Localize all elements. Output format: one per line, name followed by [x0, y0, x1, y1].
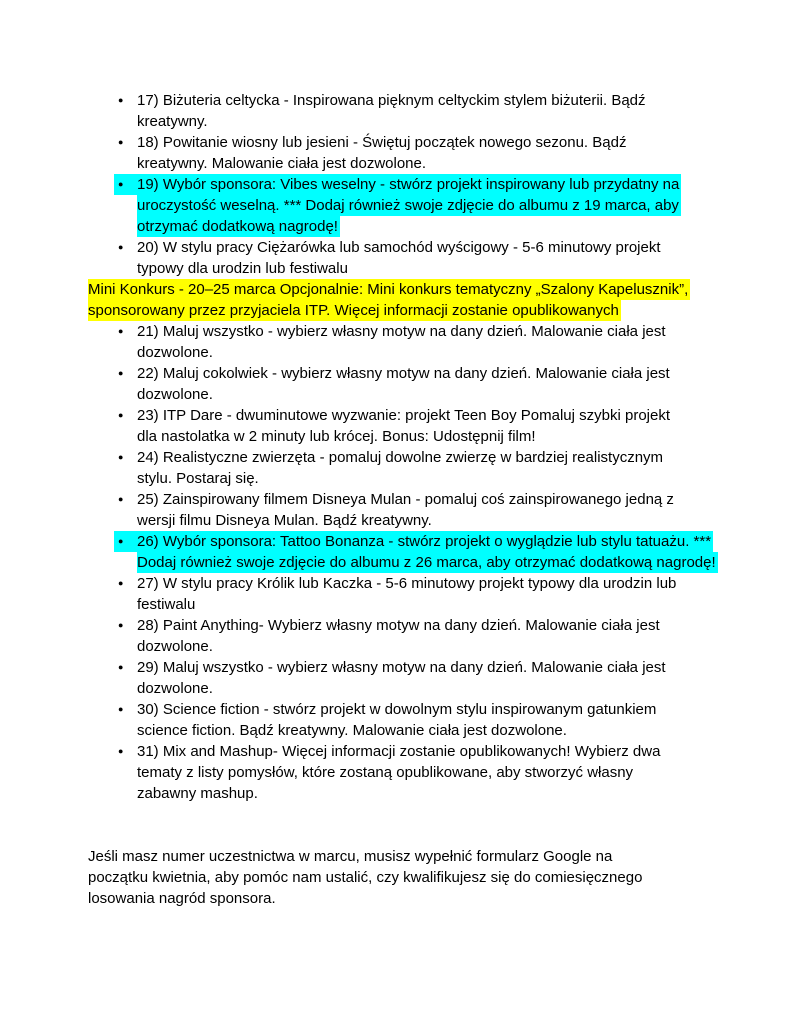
text-line [137, 384, 791, 405]
body-text: wersji filmu Disneya Mulan. Bądź kreatywny. [137, 512, 432, 529]
text-line [118, 174, 791, 195]
body-text: 21) Maluj wszystko - wybierz własny motyw na dany dzień. Malowanie ciała jest [137, 323, 666, 340]
body-text: 18) Powitanie wiosny lub jesieni - Świętuj początek nowego sezonu. Bądź [137, 134, 627, 151]
text-line [137, 783, 791, 804]
highlighted-text: Dodaj również swoje zdjęcie do albumu z 26 marca, aby otrzymać dodatkową nagrodę! [137, 554, 716, 571]
body-text: 22) Maluj cokolwiek - wybierz własny motyw na dany dzień. Malowanie ciała jest [137, 365, 670, 382]
body-text: 24) Realistyczne zwierzęta - pomaluj dowolne zwierzę w bardziej realistycznym [137, 449, 664, 466]
text-line [88, 846, 791, 867]
text-line [137, 678, 791, 699]
text-line [118, 321, 791, 342]
text-line [137, 153, 791, 174]
body-text: 31) Mix and Mashup- Więcej informacji zostanie opublikowanych! Wybierz dwa [137, 743, 661, 760]
text-line [137, 111, 791, 132]
body-text: dozwolone. [137, 638, 213, 655]
mini-konkurs-note [88, 279, 791, 321]
body-text: 29) Maluj wszystko - wybierz własny motyw na dany dzień. Malowanie ciała jest [137, 659, 666, 676]
text-line [118, 657, 791, 678]
document-content [88, 90, 791, 909]
text-line [88, 888, 791, 909]
highlighted-text: Mini Konkurs - 20–25 marca Opcjonalnie: Mini konkurs tematyczny „Szalony Kapelusznik”, [88, 281, 689, 298]
list-item-30-science-fiction [118, 699, 791, 741]
body-text: Jeśli masz numer uczestnictwa w marcu, musisz wypełnić formularz Google na [88, 848, 613, 865]
body-text: 30) Science fiction - stwórz projekt w dowolnym stylu inspirowanym gatunkiem [137, 701, 657, 718]
body-text: 23) ITP Dare - dwuminutowe wyzwanie: projekt Teen Boy Pomaluj szybki projekt [137, 407, 671, 424]
bullet-icon: ● [118, 137, 124, 147]
bullet-icon: ● [118, 704, 124, 714]
body-text: dozwolone. [137, 386, 213, 403]
text-line [137, 195, 791, 216]
body-text: 20) W stylu pracy Ciężarówka lub samochód wyścigowy - 5-6 minutowy projekt [137, 239, 661, 256]
text-line [118, 531, 791, 552]
list-item-22-maluj-cokolwiek [118, 363, 791, 405]
text-line [118, 363, 791, 384]
body-text: stylu. Postaraj się. [137, 470, 259, 487]
highlighted-text: 19) Wybór sponsora: Vibes weselny - stwórz projekt inspirowany lub przydatny na [137, 176, 680, 193]
bullet-icon: ● [118, 326, 124, 336]
body-text: 25) Zainspirowany filmem Disneya Mulan - pomaluj coś zainspirowanego jedną z [137, 491, 674, 508]
body-text: dla nastolatka w 2 minuty lub krócej. Bonus: Udostępnij film! [137, 428, 536, 445]
list-item-25-disney-mulan [118, 489, 791, 531]
bullet-icon: ● [118, 368, 124, 378]
text-line [88, 867, 791, 888]
list-item-23-itp-dare [118, 405, 791, 447]
list-item-26-wybor-sponsora-tattoo-bonanza [118, 531, 791, 573]
text-line [118, 237, 791, 258]
body-text: 17) Biżuteria celtycka - Inspirowana pięknym celtyckim stylem biżuterii. Bądź [137, 92, 646, 109]
list-item-17-bizuteria-celtycka [118, 90, 791, 132]
text-line [118, 132, 791, 153]
text-line [118, 405, 791, 426]
body-text: tematy z listy pomysłów, które zostaną opublikowane, aby stworzyć własny [137, 764, 634, 781]
body-text: kreatywny. Malowanie ciała jest dozwolone. [137, 155, 427, 172]
bullet-icon: ● [114, 174, 137, 195]
text-line [137, 426, 791, 447]
list-item-29-maluj-wszystko [118, 657, 791, 699]
text-line [88, 300, 791, 321]
list-item-27-krolik-kaczka [118, 573, 791, 615]
list-item-31-mix-and-mashup [118, 741, 791, 804]
bullet-icon: ● [114, 531, 137, 552]
text-line [137, 342, 791, 363]
text-line [137, 258, 791, 279]
body-text: 28) Paint Anything- Wybierz własny motyw na dany dzień. Malowanie ciała jest [137, 617, 660, 634]
bullet-icon: ● [118, 662, 124, 672]
body-text: początku kwietnia, aby pomóc nam ustalić, czy kwalifikujesz się do comiesięcznego [88, 869, 643, 886]
text-line [137, 468, 791, 489]
list-item-19-wybor-sponsora-vibes-weselny [118, 174, 791, 237]
body-text: losowania nagród sponsora. [88, 890, 276, 907]
bullet-icon: ● [118, 578, 124, 588]
text-line [118, 489, 791, 510]
highlighted-text: sponsorowany przez przyjaciela ITP. Więcej informacji zostanie opublikowanych [88, 302, 619, 319]
bullet-icon: ● [118, 410, 124, 420]
text-line [88, 279, 791, 300]
highlighted-text: uroczystość weselną. *** Dodaj również swoje zdjęcie do albumu z 19 marca, aby [137, 197, 679, 214]
text-line [137, 594, 791, 615]
highlighted-text: otrzymać dodatkową nagrodę! [137, 218, 338, 235]
blank-lines [88, 804, 791, 846]
list-item-18-powitanie-wiosny [118, 132, 791, 174]
text-line [118, 573, 791, 594]
text-line [137, 720, 791, 741]
bullet-icon: ● [118, 620, 124, 630]
text-line [118, 615, 791, 636]
text-line [118, 90, 791, 111]
closing-note [88, 846, 791, 909]
text-line [118, 699, 791, 720]
body-text: science fiction. Bądź kreatywny. Malowanie ciała jest dozwolone. [137, 722, 567, 739]
body-text: kreatywny. [137, 113, 208, 130]
bullet-icon: ● [118, 494, 124, 504]
text-line [137, 762, 791, 783]
body-text: festiwalu [137, 596, 196, 613]
body-text: zabawny mashup. [137, 785, 258, 802]
bullet-icon: ● [118, 452, 124, 462]
text-line [118, 741, 791, 762]
text-line [137, 510, 791, 531]
list-item-28-paint-anything [118, 615, 791, 657]
text-line [137, 636, 791, 657]
list-item-21-maluj-wszystko [118, 321, 791, 363]
bullet-icon: ● [118, 746, 124, 756]
body-text: dozwolone. [137, 680, 213, 697]
text-line [137, 216, 791, 237]
list-item-20-ciezarowka-samochod [118, 237, 791, 279]
text-line [137, 552, 791, 573]
body-text: 27) W stylu pracy Królik lub Kaczka - 5-6 minutowy projekt typowy dla urodzin lub [137, 575, 677, 592]
bullet-icon: ● [118, 242, 124, 252]
highlighted-text: 26) Wybór sponsora: Tattoo Bonanza - stwórz projekt o wyglądzie lub stylu tatuażu. *** [137, 533, 712, 550]
body-text: typowy dla urodzin lub festiwalu [137, 260, 348, 277]
list-item-24-realistyczne-zwierzeta [118, 447, 791, 489]
body-text: dozwolone. [137, 344, 213, 361]
bullet-icon: ● [118, 95, 124, 105]
text-line [118, 447, 791, 468]
